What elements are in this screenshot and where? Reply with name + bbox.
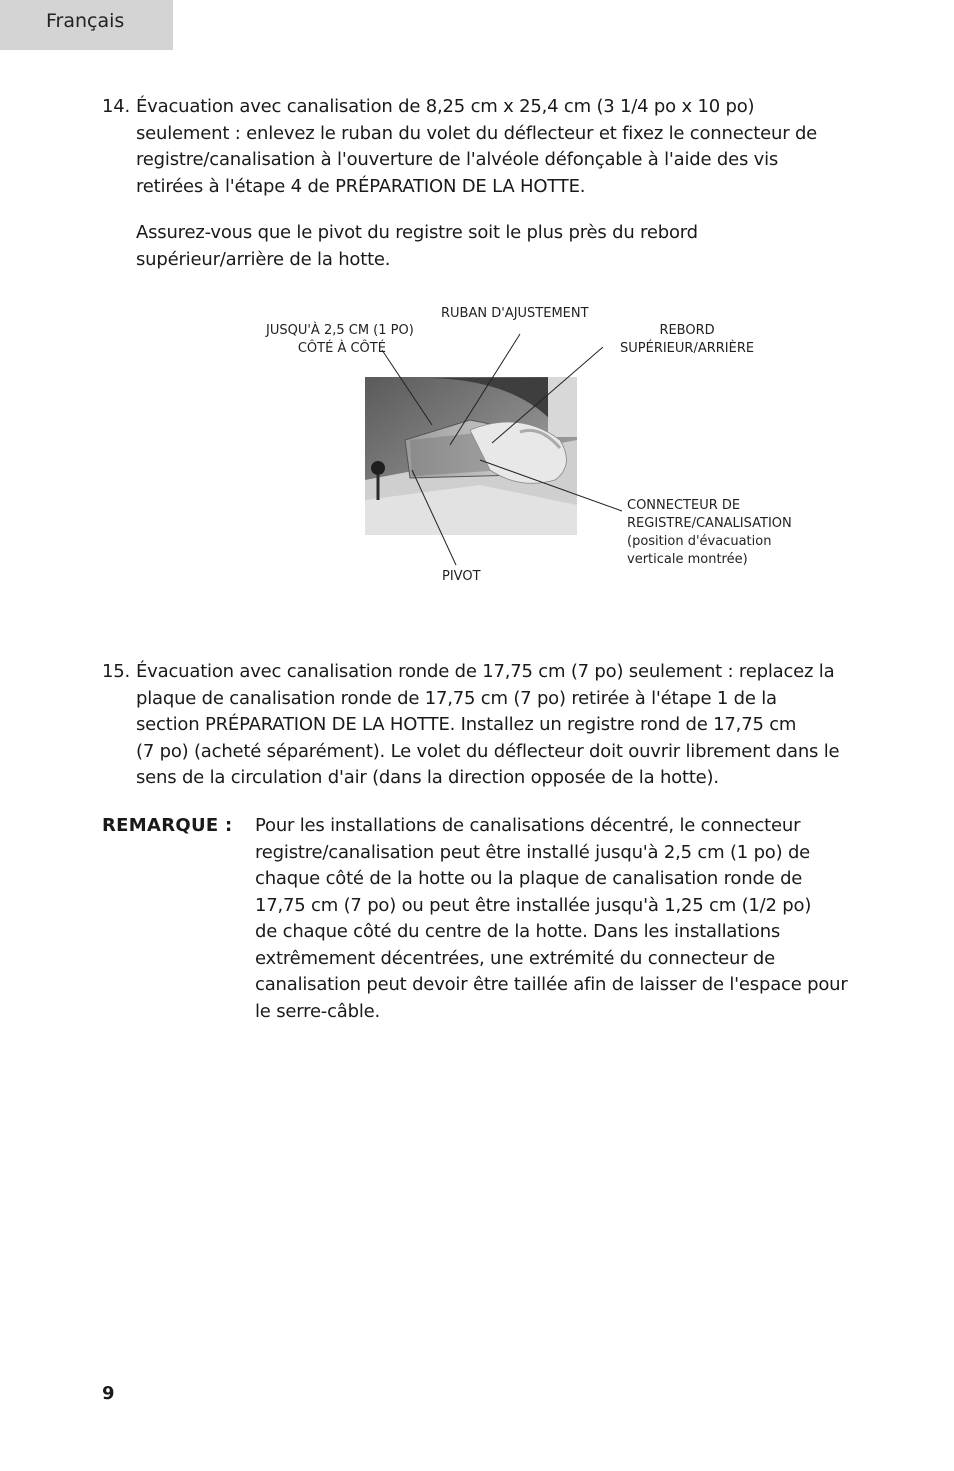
text-line: (7 po) (acheté séparément). Le volet du déflecteur doit ouvrir librement dans le bbox=[136, 740, 840, 762]
label-adjustment-tape: RUBAN D'AJUSTEMENT bbox=[441, 306, 589, 321]
label-line: SUPÉRIEUR/ARRIÈRE bbox=[620, 341, 755, 355]
text-line: extrêmement décentrées, une extrémité du connecteur de bbox=[255, 947, 776, 969]
label-line: (position d'évacuation bbox=[627, 534, 772, 549]
step-number: 15. bbox=[102, 661, 131, 682]
label-line: REBORD bbox=[659, 323, 715, 338]
text-line: registre/canalisation peut être installé jusqu'à 2,5 cm (1 po) de bbox=[255, 841, 811, 863]
text-line: de chaque côté du centre de la hotte. Dans les installations bbox=[255, 921, 781, 942]
text-line: sens de la circulation d'air (dans la direction opposée de la hotte). bbox=[136, 767, 719, 788]
step-number: 14. bbox=[102, 96, 131, 117]
label-line: CÔTÉ À CÔTÉ bbox=[297, 341, 386, 356]
page-number: 9 bbox=[102, 1383, 115, 1404]
text-line: retirées à l'étape 4 de PRÉPARATION DE LA HOTTE. bbox=[136, 175, 586, 197]
text-line: Évacuation avec canalisation ronde de 17,75 cm (7 po) seulement : replacez la bbox=[136, 661, 835, 682]
label-top-rear-flange bbox=[620, 322, 754, 355]
step-15-text bbox=[136, 659, 854, 792]
text-line: Évacuation avec canalisation de 8,25 cm x 25,4 cm (3 1/4 po x 10 po) bbox=[136, 96, 755, 117]
language-tab: Français bbox=[0, 0, 173, 50]
hood-photo bbox=[365, 377, 577, 535]
note-label: REMARQUE : bbox=[102, 815, 233, 836]
text-line: supérieur/arrière de la hotte. bbox=[136, 248, 391, 270]
text-line: seulement : enlevez le ruban du volet du déflecteur et fixez le connecteur de bbox=[136, 122, 818, 144]
text-line: canalisation peut devoir être taillée afin de laisser de l'espace pour bbox=[255, 974, 848, 995]
label-pivot: PIVOT bbox=[442, 569, 481, 584]
text-line: le serre-câble. bbox=[255, 1000, 381, 1022]
text-line: chaque côté de la hotte ou la plaque de canalisation ronde de bbox=[255, 868, 803, 889]
label-line: JUSQU'À 2,5 CM (1 PO) bbox=[266, 323, 414, 338]
text-line: Assurez-vous que le pivot du registre soit le plus près du rebord bbox=[136, 222, 698, 243]
text-line: Pour les installations de canalisations décentré, le connecteur bbox=[255, 815, 801, 836]
label-side-to-side bbox=[266, 322, 414, 358]
label-damper-connector bbox=[627, 497, 792, 569]
text-line: plaque de canalisation ronde de 17,75 cm (7 po) retirée à l'étape 1 de la bbox=[136, 687, 777, 709]
label-line: verticale montrée) bbox=[627, 552, 748, 567]
label-line: CONNECTEUR DE bbox=[627, 498, 741, 513]
text-line: registre/canalisation à l'ouverture de l'alvéole défonçable à l'aide des vis bbox=[136, 149, 779, 170]
text-line: section PRÉPARATION DE LA HOTTE. Installez un registre rond de 17,75 cm bbox=[136, 714, 797, 735]
note-text bbox=[255, 813, 855, 1025]
step-15 bbox=[102, 659, 854, 792]
label-line: REGISTRE/CANALISATION bbox=[627, 516, 792, 531]
text-line: 17,75 cm (7 po) ou peut être installée jusqu'à 1,25 cm (1/2 po) bbox=[255, 894, 812, 916]
